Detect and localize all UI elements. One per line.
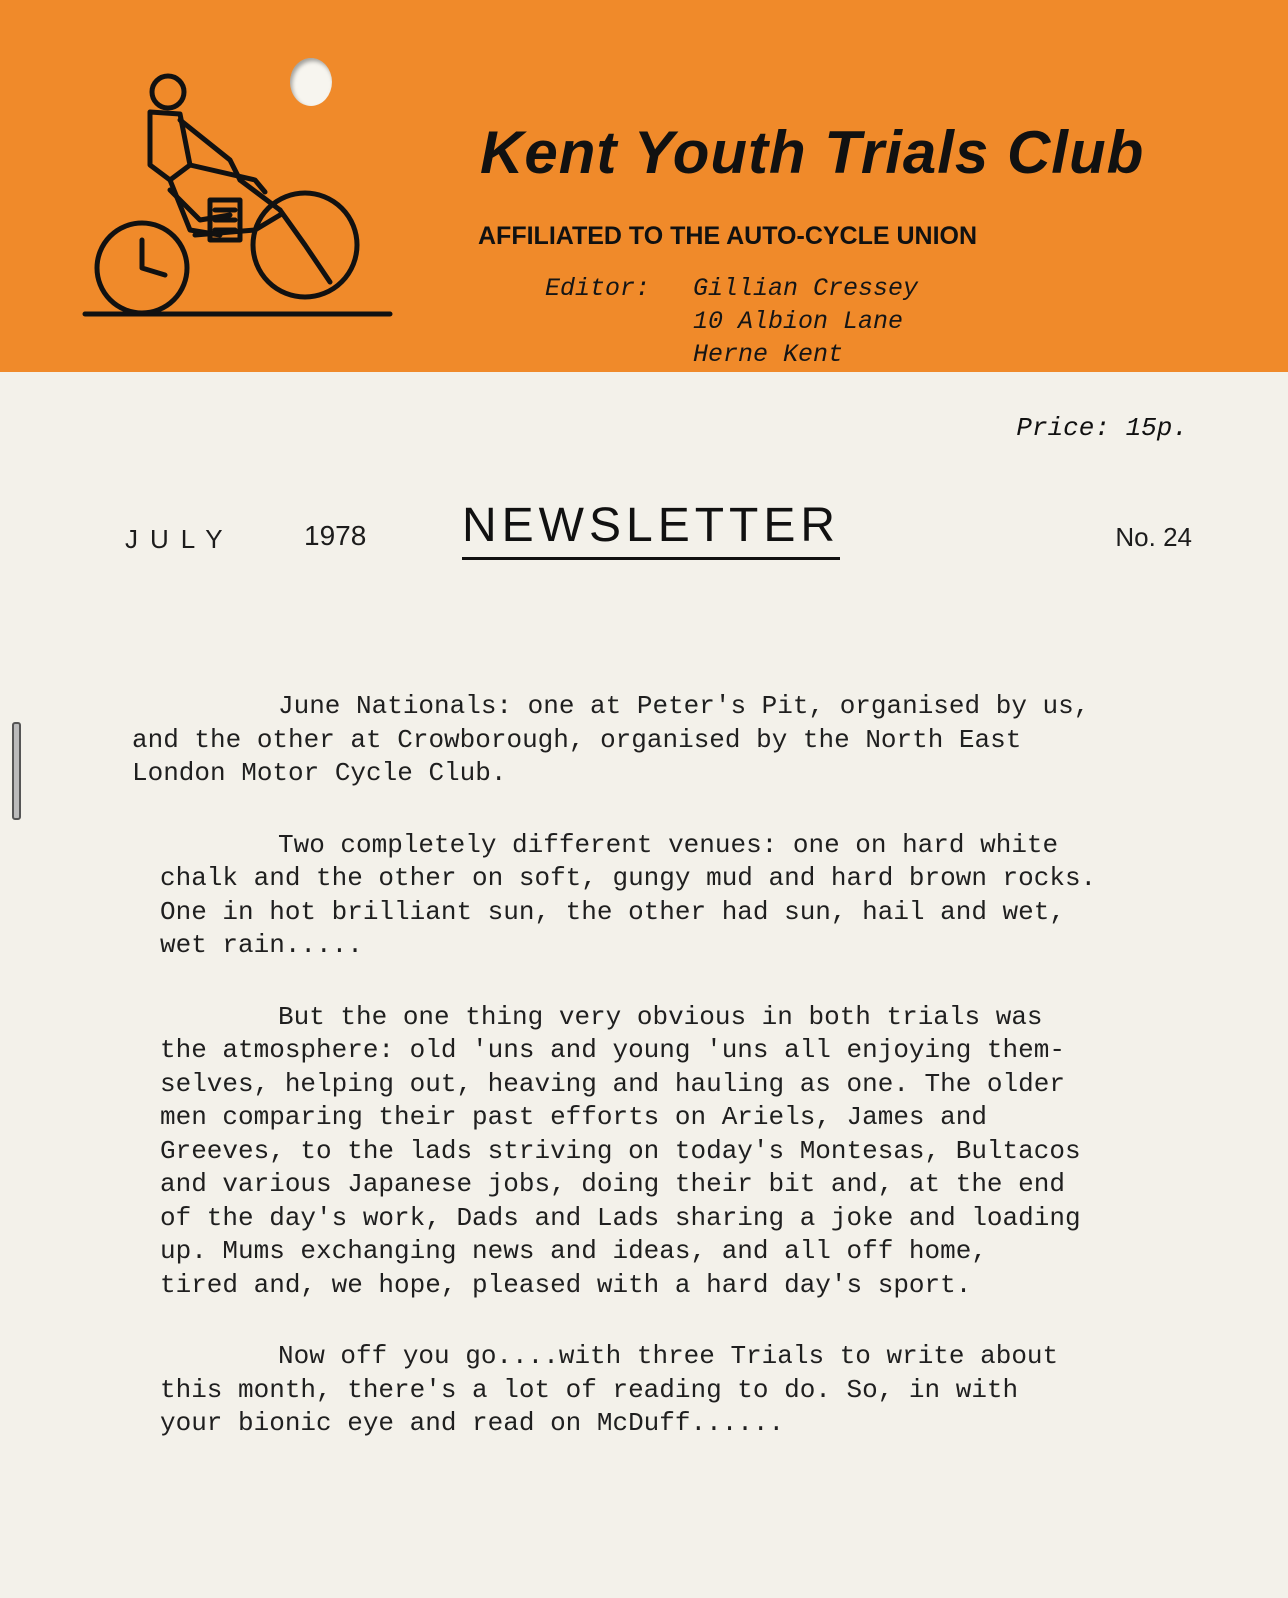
price: Price: 15p. xyxy=(1016,413,1188,443)
issue-month: JULY xyxy=(125,524,235,554)
paragraph-3: But the one thing very obvious in both trials was the atmosphere: old 'uns and young 'uns all enjoying them- selves, helping out, heaving and hauling as one. The older men comparing their past efforts on Ariels, James and Greeves, to the lads striving on today's Montesas, Bultacos and various Japanese jobs, doing their bit and, at the end of the day's work, Dads and Lads sharing a joke and loading up. Mums exchanging news and ideas, and all off home, tired and, we hope, pleased with a hard day's sport. xyxy=(160,1001,1081,1300)
issue-year: 1978 xyxy=(304,520,367,551)
editor-address-street: 10 Albion Lane xyxy=(693,307,904,336)
staple xyxy=(12,722,21,820)
issue-number: No. 24 xyxy=(1115,522,1192,552)
affiliation-line: AFFILIATED TO THE AUTO-CYCLE UNION xyxy=(478,222,978,250)
editor-name: Gillian Cressey xyxy=(693,274,919,303)
editor-address-town: Herne Kent xyxy=(693,340,844,369)
motorcycle-rider-icon xyxy=(80,70,400,330)
editor-label: Editor: xyxy=(545,274,651,303)
article-body xyxy=(132,690,1170,1479)
club-name: Kent Youth Trials Club xyxy=(480,119,1145,186)
paragraph-4: Now off you go....with three Trials to write about this month, there's a lot of reading to do. So, in with your bionic eye and read on McDuff...... xyxy=(160,1341,1059,1438)
paragraph-2: Two completely different venues: one on hard white chalk and the other on soft, gungy mud and hard brown rocks. One in hot brilliant sun, the other had sun, hail and wet, wet rain..... xyxy=(160,829,1097,960)
newsletter-title: NEWSLETTER xyxy=(462,498,840,560)
paragraph-1: June Nationals: one at Peter's Pit, organised by us, and the other at Crowborough, organised by the North East London Motor Cycle Club. xyxy=(132,691,1090,788)
